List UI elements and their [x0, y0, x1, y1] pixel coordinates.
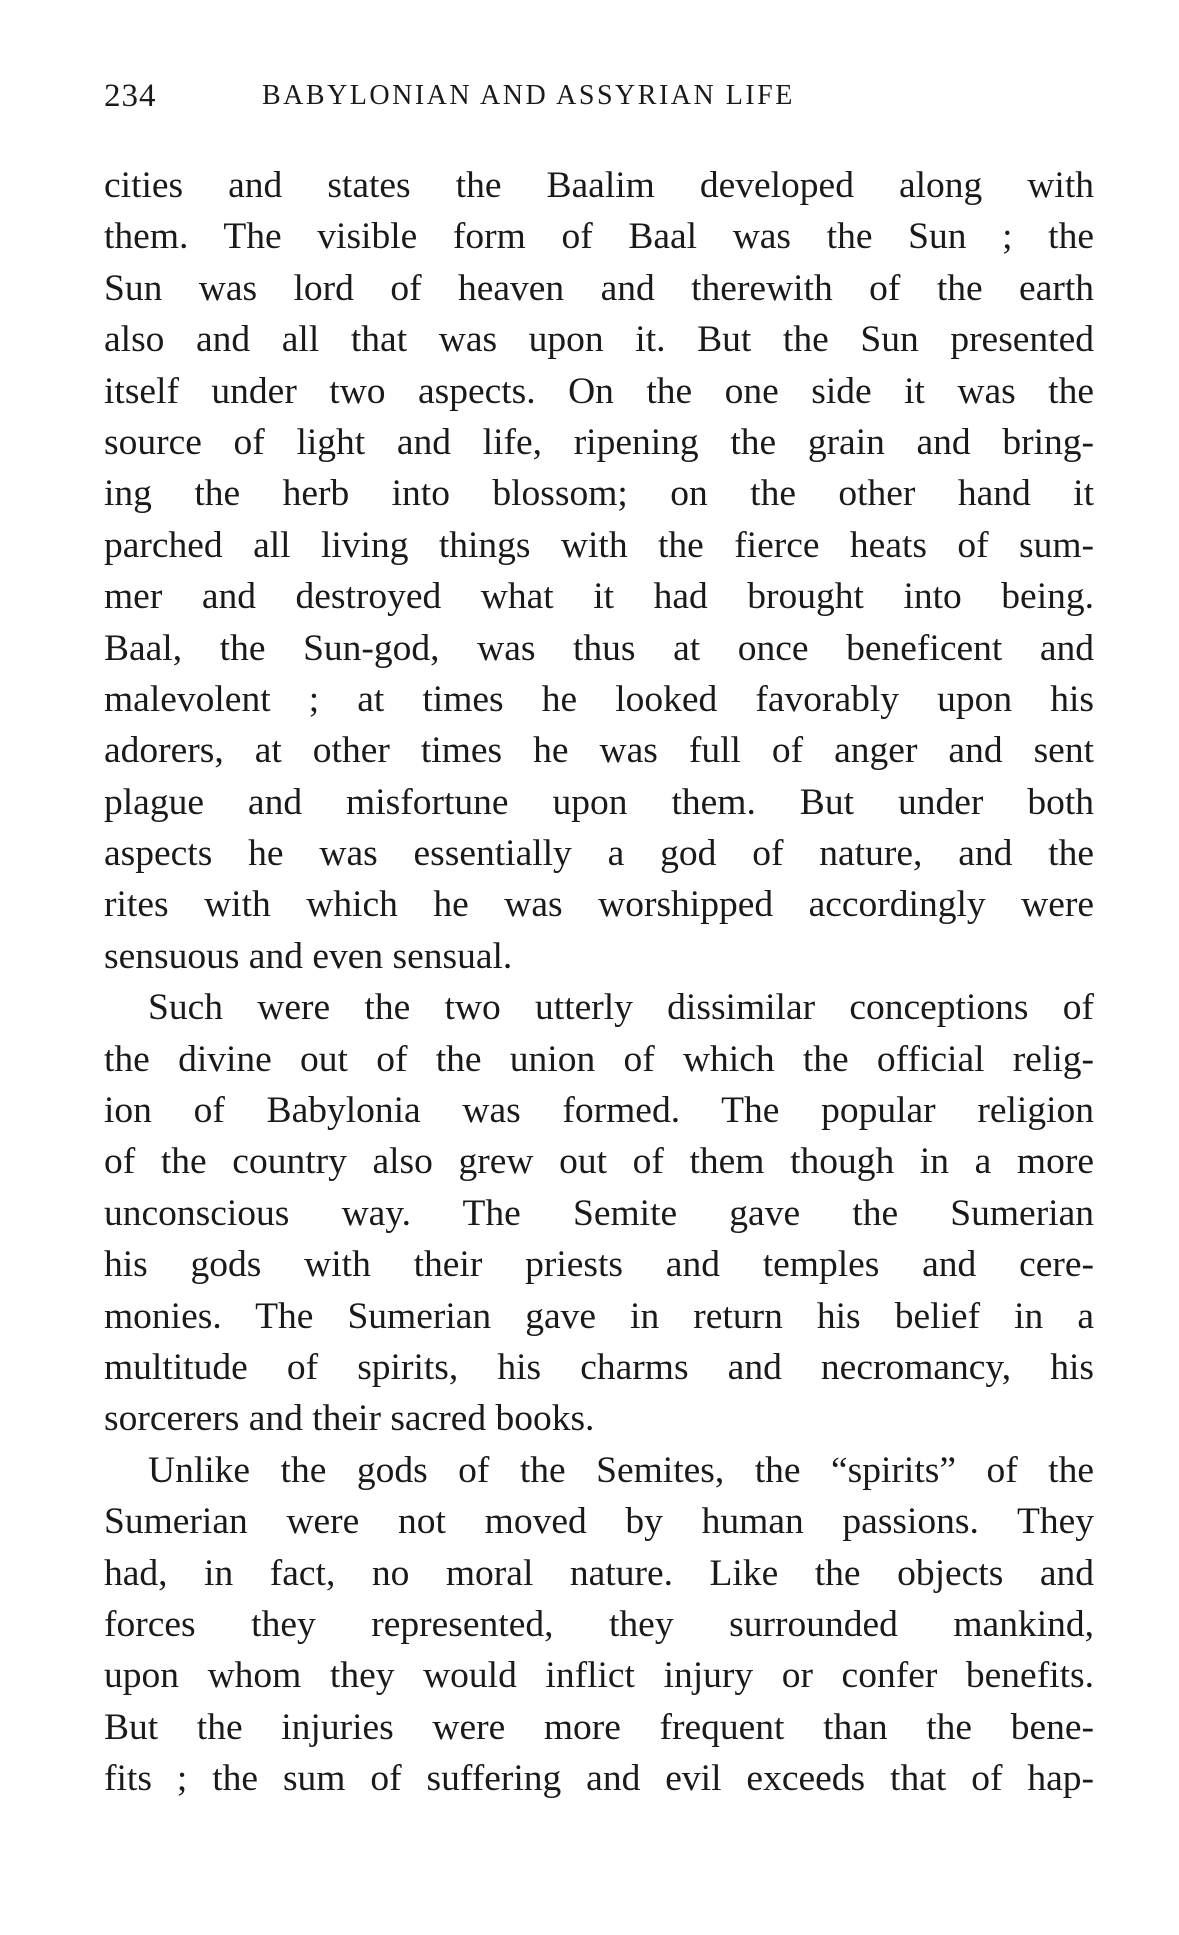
body-text: [104, 160, 1094, 1805]
text-line: unconscious way. The Semite gave the Sumerian: [104, 1192, 1094, 1234]
text-line: ing the herb into blossom; on the other hand it: [104, 473, 1094, 515]
text-line: multitude of spirits, his charms and necromancy, his: [104, 1346, 1094, 1388]
text-line: ion of Babylonia was formed. The popular religion: [104, 1090, 1094, 1132]
text-line: them. The visible form of Baal was the Sun ; the: [104, 216, 1094, 258]
text-line: upon whom they would inflict injury or confer benefits.: [104, 1655, 1094, 1697]
text-line: rites with which he was worshipped accordingly were: [104, 884, 1094, 926]
text-line: sensuous and even sensual.: [104, 935, 513, 977]
text-line: cities and states the Baalim developed along with: [104, 165, 1094, 206]
page-header: [104, 78, 1104, 124]
text-line: Sun was lord of heaven and therewith of the earth: [104, 267, 1094, 309]
text-line: Such were the two utterly dissimilar conceptions of: [148, 987, 1094, 1029]
paragraph: [104, 982, 1094, 1445]
text-line: Baal, the Sun-god, was thus at once beneficent and: [104, 627, 1094, 669]
text-line: aspects he was essentially a god of nature, and the: [104, 833, 1094, 875]
text-line: malevolent ; at times he looked favorably upon his: [104, 678, 1094, 720]
text-line: sorcerers and their sacred books.: [104, 1398, 595, 1440]
text-line: But the injuries were more frequent than the bene-: [104, 1706, 1094, 1748]
text-line: parched all living things with the fierce heats of sum-: [104, 524, 1094, 566]
paragraph: [104, 1445, 1094, 1805]
text-line: itself under two aspects. On the one side it was the: [104, 370, 1094, 412]
page-number: 234: [104, 78, 157, 114]
text-line: monies. The Sumerian gave in return his belief in a: [104, 1295, 1094, 1337]
text-line: source of light and life, ripening the grain and bring-: [104, 421, 1094, 463]
text-line: had, in fact, no moral nature. Like the objects and: [104, 1552, 1094, 1594]
text-line: Sumerian were not moved by human passions. They: [104, 1501, 1094, 1543]
text-line: of the country also grew out of them though in a more: [104, 1141, 1094, 1183]
text-line: mer and destroyed what it had brought into being.: [104, 576, 1094, 618]
text-line: his gods with their priests and temples and cere-: [104, 1244, 1094, 1286]
text-line: the divine out of the union of which the official relig-: [104, 1038, 1094, 1080]
text-line: also and all that was upon it. But the Sun presented: [104, 319, 1094, 361]
text-line: forces they represented, they surrounded mankind,: [104, 1603, 1094, 1645]
text-line: adorers, at other times he was full of anger and sent: [104, 730, 1094, 772]
text-line: Unlike the gods of the Semites, the “spirits” of the: [148, 1449, 1094, 1491]
paragraph: [104, 160, 1094, 982]
running-title: BABYLONIAN AND ASSYRIAN LIFE: [262, 80, 795, 111]
text-line: fits ; the sum of suffering and evil exceeds that of hap-: [104, 1758, 1094, 1800]
text-line: plague and misfortune upon them. But under both: [104, 781, 1094, 823]
